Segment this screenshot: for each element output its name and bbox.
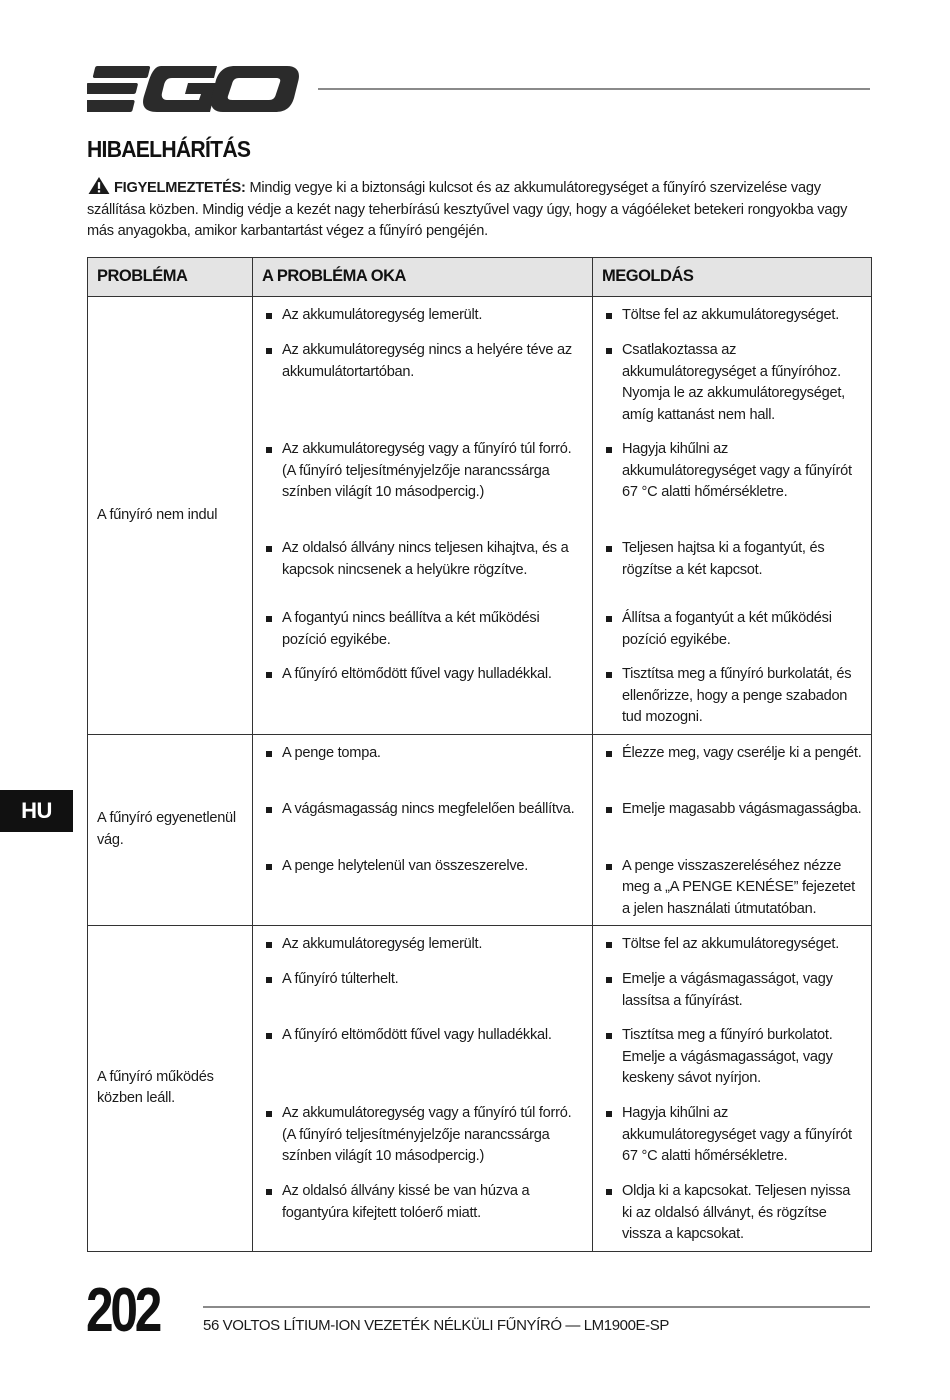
cause-item: Az oldalsó állvány nincs teljesen kihajtva, és a kapcsok nincsenek a helyükre rögzítve. <box>263 538 584 608</box>
troubleshooting-table <box>87 257 872 1252</box>
solution-item: Hagyja kihűlni az akkumulátoregységet vagy a fűnyírót 67 °C alatti hőmérsékletre. <box>603 439 863 538</box>
solution-item: Tisztítsa meg a fűnyíró burkolatot. Emelje a vágásmagasságot, vagy keskeny sávot nyírjon. <box>603 1025 863 1103</box>
header-rule <box>318 88 870 90</box>
cause-item: A fűnyíró eltömődött fűvel vagy hulladékkal. <box>263 664 584 686</box>
solution-cell <box>593 926 872 1252</box>
solution-item: Hagyja kihűlni az akkumulátoregységet vagy a fűnyírót 67 °C alatti hőmérsékletre. <box>603 1103 863 1181</box>
solution-item: Tisztítsa meg a fűnyíró burkolatát, és ellenőrizze, hogy a penge szabadon tud mozogni. <box>603 664 863 729</box>
cause-item: Az akkumulátoregység lemerült. <box>263 934 584 969</box>
cause-item: Az akkumulátoregység lemerült. <box>263 305 584 340</box>
cause-item: Az oldalsó állvány kissé be van húzva a fogantyúra kifejtett tolóerő miatt. <box>263 1181 584 1224</box>
warning-notice <box>87 176 872 243</box>
cause-item: Az akkumulátoregység vagy a fűnyíró túl forró. (A fűnyíró teljesítményjelzője narancssárga színben világít 10 másodpercig.) <box>263 1103 584 1181</box>
problem-cell: A fűnyíró egyenetlenül vág. <box>88 734 253 926</box>
solution-item: Állítsa a fogantyút a két működési pozíció egyikébe. <box>603 608 863 664</box>
solution-item: Emelje magasabb vágásmagasságba. <box>603 799 863 856</box>
language-tab: HU <box>0 790 73 832</box>
solution-item: Élezze meg, vagy cserélje ki a pengét. <box>603 743 863 799</box>
warning-label: FIGYELMEZTETÉS: <box>114 180 246 196</box>
solution-item: Töltse fel az akkumulátoregységet. <box>603 934 863 969</box>
header-cause: A PROBLÉMA OKA <box>253 258 593 297</box>
solution-item: Töltse fel az akkumulátoregységet. <box>603 305 863 340</box>
table-header-row <box>88 258 872 297</box>
cause-cell <box>253 297 593 735</box>
cause-cell <box>253 926 593 1252</box>
table-row <box>88 734 872 926</box>
header-problem: PROBLÉMA <box>88 258 253 297</box>
solution-item: Oldja ki a kapcsokat. Teljesen nyissa ki az oldalsó állványt, és rögzítse vissza a kapcsokat. <box>603 1181 863 1246</box>
cause-item: A fogantyú nincs beállítva a két működési pozíció egyikébe. <box>263 608 584 664</box>
ego-logo <box>87 64 299 114</box>
cause-item: A fűnyíró túlterhelt. <box>263 969 584 1025</box>
solution-item: A penge visszaszereléséhez nézze meg a „A PENGE KENÉSE” fejezetet a jelen használati útmutatóban. <box>603 856 863 921</box>
solution-cell <box>593 734 872 926</box>
table-row <box>88 926 872 1252</box>
cause-item: A fűnyíró eltömődött fűvel vagy hulladékkal. <box>263 1025 584 1103</box>
solution-cell <box>593 297 872 735</box>
footer-text: 56 VOLTOS LÍTIUM-ION VEZETÉK NÉLKÜLI FŰNYÍRÓ — LM1900E-SP <box>203 1317 669 1334</box>
page-number: 202 <box>86 1276 160 1345</box>
table-row <box>88 297 872 735</box>
warning-text: Mindig vegye ki a biztonsági kulcsot és az akkumulátoregységet a fűnyíró szervizelése vagy szállítása közben. Mindig védje a kezét nagy teherbírású kesztyűvel vagy úgy, hogy a vágóéleket betekeri rongyokba vagy más anyagokba, amikor karbantartást végez a fűnyíró pengéjén. <box>87 180 848 239</box>
problem-cell: A fűnyíró működés közben leáll. <box>88 926 253 1252</box>
cause-item: A penge tompa. <box>263 743 584 799</box>
cause-item: A penge helytelenül van összeszerelve. <box>263 856 584 878</box>
page-title: HIBAELHÁRÍTÁS <box>87 136 251 162</box>
header-solution: MEGOLDÁS <box>593 258 872 297</box>
solution-item: Csatlakoztassa az akkumulátoregységet a fűnyíróhoz. Nyomja le az akkumulátoregységet, amíg kattanást nem hall. <box>603 340 863 439</box>
cause-item: Az akkumulátoregység vagy a fűnyíró túl forró. (A fűnyíró teljesítményjelzője narancssárga színben világít 10 másodpercig.) <box>263 439 584 538</box>
cause-item: Az akkumulátoregység nincs a helyére téve az akkumulátortartóban. <box>263 340 584 439</box>
solution-item: Teljesen hajtsa ki a fogantyút, és rögzítse a két kapcsot. <box>603 538 863 608</box>
cause-cell <box>253 734 593 926</box>
warning-triangle-icon <box>87 176 111 195</box>
footer-rule <box>203 1306 870 1308</box>
cause-item: A vágásmagasság nincs megfelelően beállítva. <box>263 799 584 856</box>
problem-cell: A fűnyíró nem indul <box>88 297 253 735</box>
solution-item: Emelje a vágásmagasságot, vagy lassítsa a fűnyírást. <box>603 969 863 1025</box>
